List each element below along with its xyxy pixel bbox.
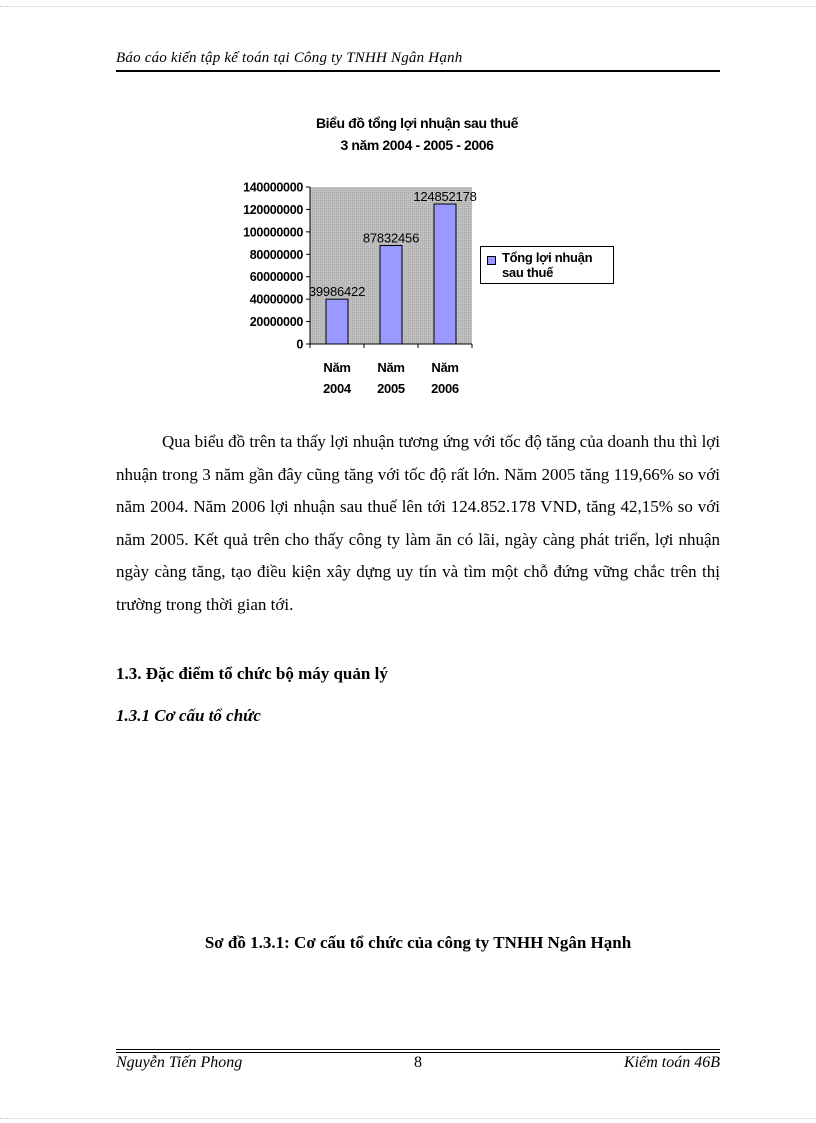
body-paragraph: Qua biểu đồ trên ta thấy lợi nhuận tương ứng với tốc độ tăng của doanh thu thì lợi nhuận trong 3 năm gần đây cũng tăng với tốc độ rất lớn. Năm 2005 tăng 119,66% so với năm 2004. Năm 2006 lợi nhuận sau thuế lên tới 124.852.178 VND, tăng 42,15% so với năm 2005. Kết quả trên cho thấy công ty làm ăn có lãi, ngày càng phát triển, lợi nhuận ngày càng tăng, tạo điều kiện xây dựng uy tín và tìm một chỗ đứng vững chắc trên thị trường trong thời gian tới.: [116, 432, 720, 614]
chart-legend: [480, 246, 614, 284]
y-tick-label: 100000000: [243, 225, 303, 240]
legend-swatch: [487, 256, 496, 265]
subsection-heading: 1.3.1 Cơ cấu tổ chức: [116, 706, 261, 725]
profit-bar-chart: [0, 0, 816, 420]
section-heading: 1.3. Đặc điểm tổ chức bộ máy quản lý: [116, 664, 388, 683]
y-tick-label: 140000000: [243, 180, 303, 195]
bar-2006: [434, 204, 456, 344]
y-tick-label: 20000000: [249, 315, 303, 330]
bar-2005: [380, 246, 402, 344]
footer-rule-top: [116, 1049, 720, 1050]
running-header: Báo cáo kiến tập kế toán tại Công ty TNHH Ngân Hạnh: [116, 50, 463, 66]
footer-class-name: Kiểm toán 46B: [624, 1054, 720, 1071]
footer-page-number: 8: [414, 1054, 422, 1071]
x-category-label-line-1: Năm: [377, 360, 405, 375]
footer-rule-bottom: [116, 1052, 720, 1053]
legend-label-line-1: Tổng lợi nhuận: [502, 250, 593, 265]
bar-2004: [326, 299, 348, 344]
body-paragraph-block: [116, 426, 720, 621]
data-label-2006: 124852178: [413, 188, 477, 204]
chart-title-line-2: 3 năm 2004 - 2005 - 2006: [340, 137, 494, 153]
page-border-bottom: [0, 1118, 816, 1119]
footer-author: Nguyễn Tiến Phong: [116, 1054, 243, 1071]
y-tick-label: 40000000: [249, 292, 303, 307]
diagram-caption: Sơ đồ 1.3.1: Cơ cấu tổ chức của công ty TNHH Ngân Hạnh: [204, 933, 632, 952]
x-category-label-line-2: 2005: [377, 381, 405, 396]
x-category-label-line-1: Năm: [431, 360, 459, 375]
x-category-label-line-2: 2004: [323, 381, 351, 396]
legend-label: [502, 250, 612, 280]
legend-label-line-2: sau thuế: [502, 265, 554, 280]
y-tick-label: 120000000: [243, 202, 303, 217]
y-tick-label: 60000000: [249, 270, 303, 285]
data-label-2004: 39986422: [308, 284, 366, 300]
y-tick-label: 80000000: [249, 247, 303, 262]
x-category-label-line-1: Năm: [323, 360, 351, 375]
data-label-2005: 87832456: [362, 230, 420, 246]
x-category-label-line-2: 2006: [431, 381, 459, 396]
chart-title-line-1: Biểu đồ tổng lợi nhuận sau thuế: [315, 115, 519, 131]
y-tick-label: 0: [296, 337, 303, 352]
